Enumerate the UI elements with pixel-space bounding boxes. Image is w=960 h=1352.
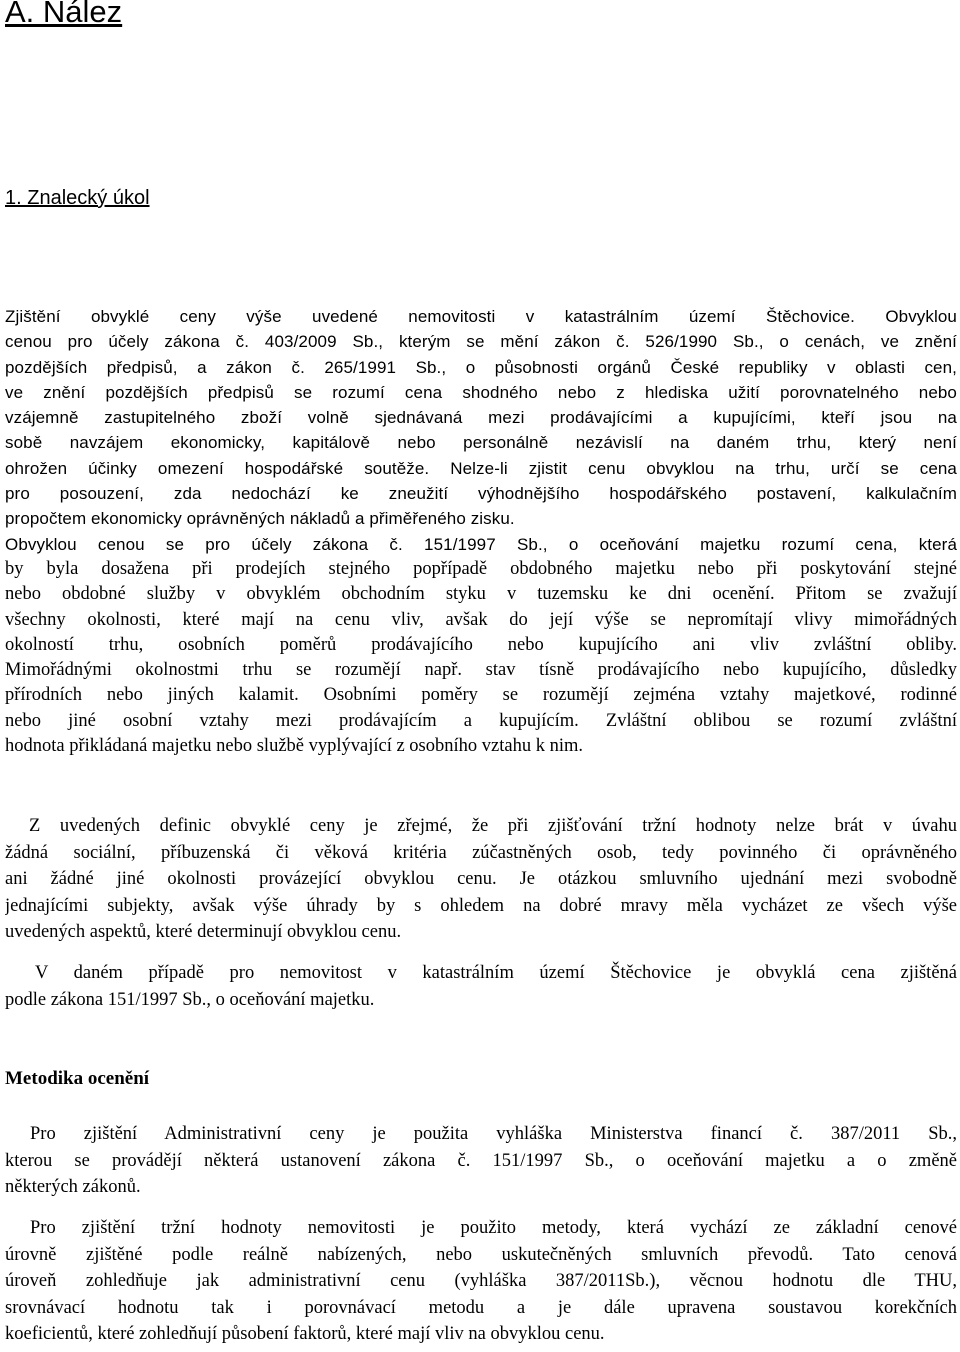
paragraph-line: nebo jiné osobní vztahy mezi prodávajícím a kupujícím. Zvláštní oblibou se rozumí zvláštní (5, 710, 957, 731)
paragraph-administrative-price (5, 1121, 957, 1201)
paragraph-line: pro posouzení, zda nedochází ke zneužití výhodnějšího hospodářského postavení, kalkulačním (5, 484, 957, 504)
paragraph-line: některých zákonů. (5, 1177, 141, 1197)
paragraph-line: Mimořádnými okolnostmi trhu se rozumějí např. stav tísně prodávajícího nebo kupujícího, důsledky (5, 660, 957, 681)
paragraph-line: Zjištění obvyklé ceny výše uvedené nemovitosti v katastrálním území Štěchovice. Obvyklou (5, 307, 957, 326)
paragraph-line: ve znění pozdějších předpisů se rozumí cena shodného nebo z hlediska užití porovnatelného nebo (5, 382, 957, 402)
paragraph-line: by byla dosažena při prodejích stejného popřípadě obdobného majetku nebo při poskytování stejné (5, 558, 957, 579)
paragraph-line: kterou se provádějí některá ustanovení zákona č. 151/1997 Sb., o oceňování majetku a o změně (5, 1150, 957, 1171)
paragraph-line: podle zákona 151/1997 Sb., o oceňování majetku. (5, 989, 375, 1010)
paragraph-line: hodnota přikládaná majetku nebo službě vyplývající z osobního vztahu k nim. (5, 736, 583, 757)
paragraph-line: úroveň zohledňuje jak administrativní cenu (vyhláška 387/2011Sb.), věcnou hodnotu dle THU, (5, 1271, 957, 1291)
paragraph-line: jednajícími subjekty, avšak výše úhrady by s ohledem na dobré mravy měla vycházet ze všech výše (5, 895, 957, 916)
paragraph-line: uvedených aspektů, které determinují obvyklou cenu. (5, 922, 402, 942)
paragraph-line: propočtem ekonomicky oprávněných nákladů a přiměřeného zisku. (5, 509, 515, 529)
paragraph-line: vzájemně zastupitelného zboží volně sjednávaná mezi prodávajícími a kupujícími, kteří jsou na (5, 408, 957, 428)
paragraph-line: Z uvedených definic obvyklé ceny je zřejmé, že při zjišťování tržní hodnoty nelze brát v úvahu (29, 816, 957, 836)
paragraph-line: koeficientů, které zohledňují působení faktorů, které mají vliv na obvyklou cenu. (5, 1324, 605, 1344)
methodology-heading: Metodika ocenění (5, 1068, 150, 1089)
paragraph-case (5, 960, 957, 1013)
paragraph-line: žádná sociální, příbuzenská či věková kritéria zúčastněných osob, tedy povinného či oprávněného (5, 842, 957, 863)
paragraph-line: Pro zjištění Administrativní ceny je použita vyhláška Ministerstva financí č. 387/2011 Sb., (30, 1124, 957, 1144)
paragraph-line: úrovně zjištěné podle reálně nabízených, nebo uskutečněných smluvních převodů. Tato cenová (5, 1244, 957, 1265)
paragraph-line: nebo obdobné služby v obvyklém obchodním styku v tuzemsku ke dni ocenění. Přitom se zvažují (5, 584, 957, 605)
paragraph-line: ani žádné jiné okolnosti provázející obvyklou cenu. Je otázkou smluvního ujednání mezi svobodně (5, 869, 957, 889)
paragraph-market-value (5, 1215, 957, 1348)
paragraph-line: všechny okolnosti, které mají na cenu vliv, avšak do její výše se nepromítají vlivy mimořádných (5, 609, 957, 630)
paragraph-line: okolností trhu, osobních poměrů prodávajícího nebo kupujícího ani vliv zvláštní obliby. (5, 634, 957, 655)
paragraph-line: Obvyklou cenou se pro účely zákona č. 151/1997 Sb., o oceňování majetku rozumí cena, která (5, 534, 957, 554)
paragraph-line: srovnávací hodnotu tak i porovnávací metodu a je dále upravena soustavou korekčních (5, 1297, 957, 1318)
section-heading-a: A. Nález (5, 0, 123, 29)
paragraph-conclusion (5, 813, 957, 946)
paragraph-line: přírodních nebo jiných kalamit. Osobními poměry se rozumějí zejména vztahy majetkové, rodinné (5, 685, 957, 706)
paragraph-line: Pro zjištění tržní hodnoty nemovitosti je použito metody, která vychází ze základní cenové (30, 1218, 957, 1238)
paragraph-definition (5, 304, 957, 759)
task-heading: 1. Znalecký úkol (5, 187, 150, 209)
paragraph-line: sobě navzájem ekonomicky, kapitálově nebo personálně nezávislí na daném trhu, který není (5, 433, 957, 453)
paragraph-line: ohrožen účinky omezení hospodářské soutěže. Nelze-li zjistit cenu obvyklou na trhu, určí se cena (5, 458, 957, 478)
paragraph-line: cenou pro účely zákona č. 403/2009 Sb., kterým se mění zákon č. 526/1990 Sb., o cenách, ve znění (5, 332, 957, 352)
paragraph-line: pozdějších předpisů, a zákon č. 265/1991 Sb., o působnosti orgánů České republiky v oblasti cen, (5, 357, 957, 377)
paragraph-line: V daném případě pro nemovitost v katastrálním území Štěchovice je obvyklá cena zjištěná (35, 963, 957, 983)
